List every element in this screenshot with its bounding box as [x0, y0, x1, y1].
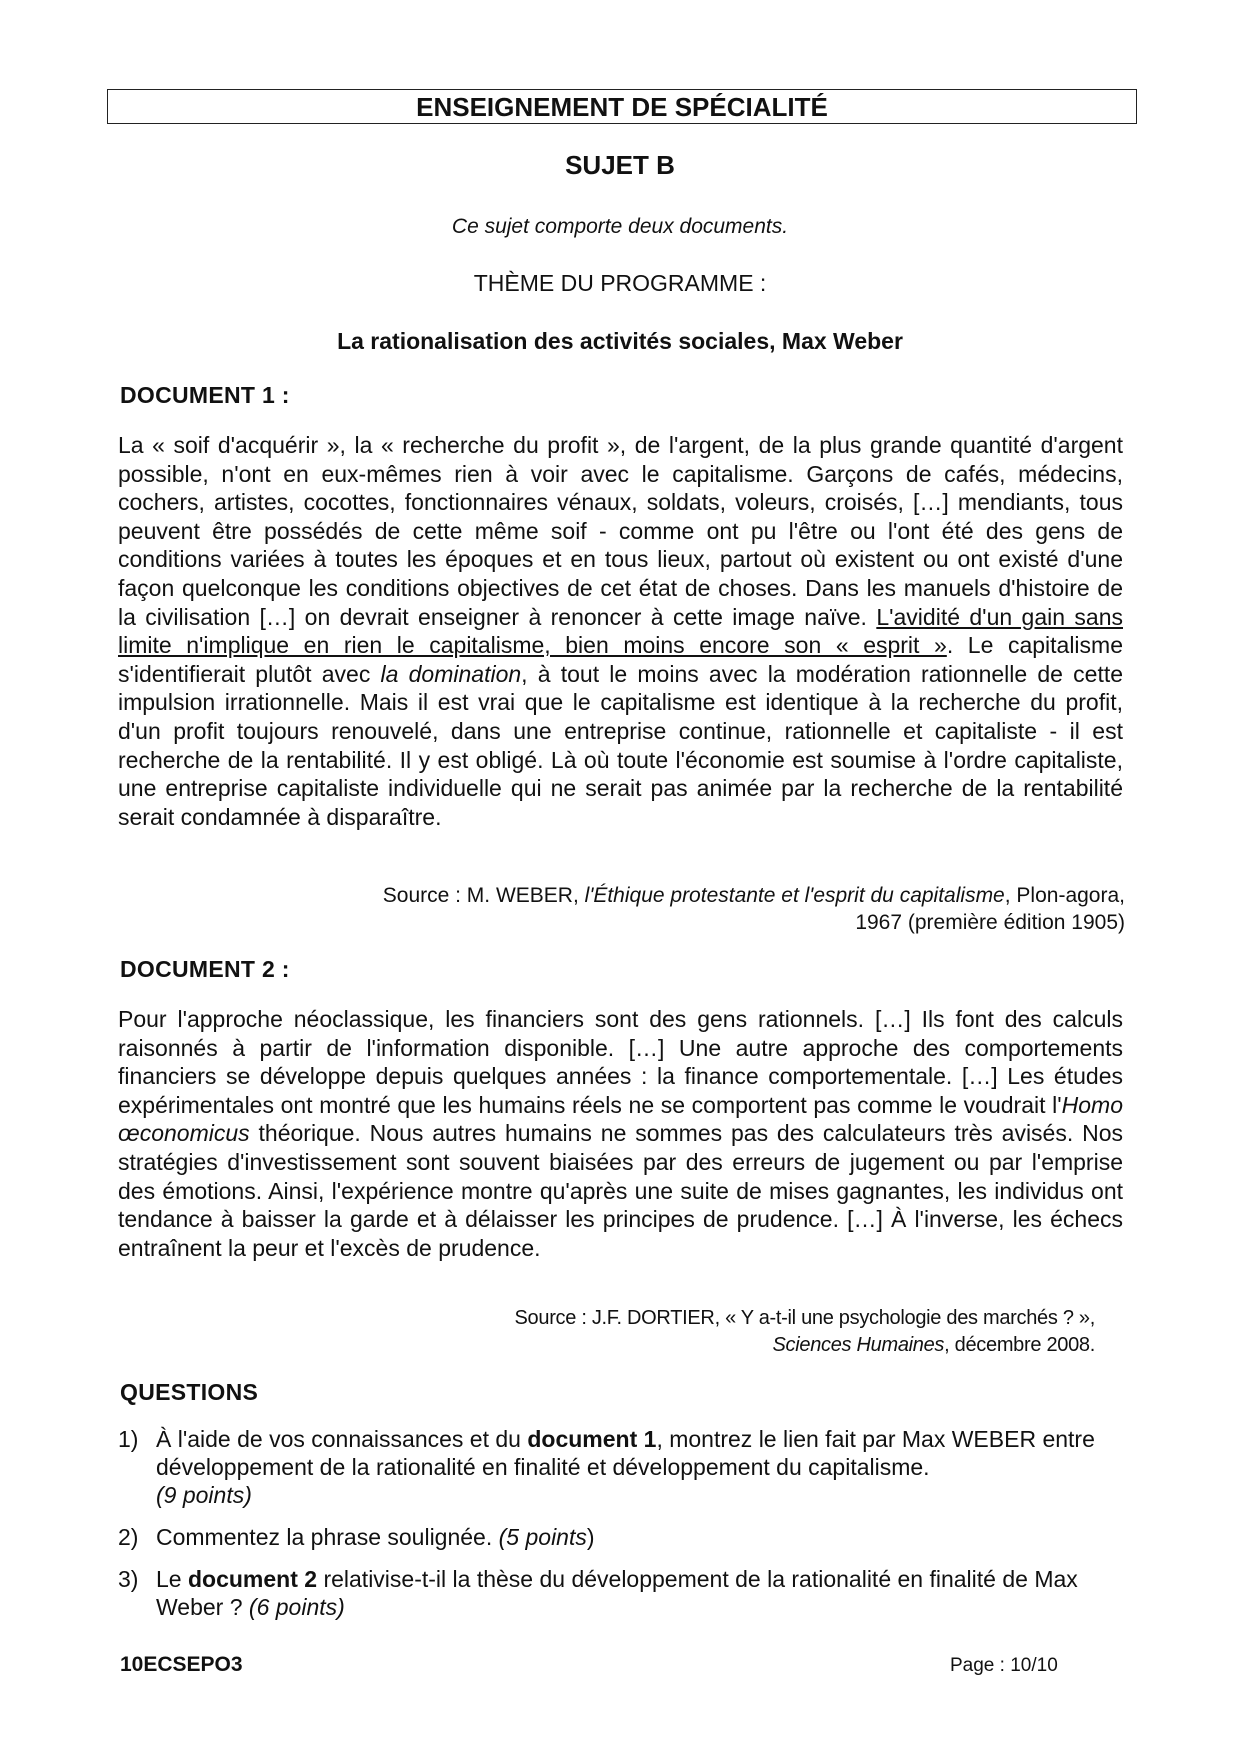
italic-term: Homo œconomicus: [118, 1091, 1123, 1147]
question-2: [118, 1523, 1128, 1551]
header-box: [107, 89, 1137, 124]
theme-title: La rationalisation des activités sociales, Max Weber: [337, 328, 903, 354]
question-1: [118, 1425, 1128, 1509]
question-points: (5 points: [498, 1524, 587, 1550]
document-2-source: [515, 1305, 1095, 1359]
question-text: ): [586, 1524, 595, 1550]
question-number: 1): [118, 1426, 139, 1452]
source-suffix: , Plon-agora,: [1004, 884, 1125, 907]
questions-list: [118, 1425, 1128, 1635]
document-1-text: [118, 431, 1123, 831]
question-text: À l'aide de vos connaissances et du: [156, 1426, 528, 1452]
question-number: 3): [118, 1566, 139, 1592]
question-points: (6 points): [248, 1594, 345, 1620]
subject-title: SUJET B: [565, 150, 675, 180]
question-text: relativise-t-il la thèse du développement de la rationalité en finalité de Max Weber ?: [156, 1566, 1078, 1620]
questions-heading: QUESTIONS: [120, 1379, 259, 1405]
italic-term: la domination: [380, 660, 522, 687]
document-1-text-part: , à tout le moins avec la modération rationnelle de cette impulsion irrationnelle. Mais il est vrai que le capitalisme est identique à la recherche du profit, d'un profit toujours renouvelé, dans une entreprise continue, rationnelle et capitaliste - il est recherche de la rentabilité. Il y est obligé. Là où toute l'économie est soumise à l'ordre capitaliste, une entreprise capitaliste individuelle qui ne serait pas animée par la recherche de la rentabilité serait condamnée à disparaître.: [118, 660, 1124, 830]
document-2-text-part: théorique. Nous autres humains ne sommes pas des calculateurs très avisés. Nos stratégies d'investissement sont souvent biaisées par des erreurs de jugement ou par l'emprise des émotions. Ainsi, l'expérience montre qu'après une suite de mises gagnantes, les individus ont tendance à baisser la garde et à délaisser les principes de prudence. […] À l'inverse, les échecs entraînent la peur et l'excès de prudence.: [118, 1120, 1123, 1261]
source-date: , décembre 2008.: [944, 1334, 1095, 1356]
source-journal: Sciences Humaines: [772, 1334, 945, 1356]
document-2-text: [118, 1005, 1123, 1262]
document-1-text-part: . Le capitalisme s'identifierait plutôt avec: [118, 632, 1123, 687]
question-number: 2): [118, 1524, 139, 1550]
document-2-text-part: Pour l'approche néoclassique, les financiers sont des gens rationnels. […] Ils font des calculs raisonnés à partir de l'information disponible. […] Une autre approche des comportements financiers se développe depuis quelques années : la finance comportementale. […] Les études expérimentales ont montré que les humains réels ne se comportent pas comme le voudrait l': [118, 1006, 1123, 1118]
question-3: [118, 1565, 1128, 1621]
document-1-heading: DOCUMENT 1 :: [120, 382, 290, 408]
question-bold: document 2: [187, 1566, 318, 1592]
document-2-heading: DOCUMENT 2 :: [120, 956, 290, 982]
question-text: Le: [156, 1566, 188, 1592]
question-points: (9 points): [156, 1482, 252, 1508]
theme-label: THÈME DU PROGRAMME :: [473, 270, 767, 296]
question-text: Commentez la phrase soulignée.: [156, 1524, 499, 1550]
intro-text: Ce sujet comporte deux documents.: [451, 215, 789, 238]
source-line-1: Source : J.F. DORTIER, « Y a-t-il une psychologie des marchés ? »,: [514, 1307, 1095, 1329]
source-title: l'Éthique protestante et l'esprit du capitalisme: [584, 884, 1005, 907]
document-1-text-part: La « soif d'acquérir », la « recherche du profit », de l'argent, de la plus grande quantité d'argent possible, n'ont en eux-mêmes rien à voir avec le capitalisme. Garçons de cafés, médecins, cochers, artistes, cocottes, fonctionnaires vénaux, soldats, voleurs, croisés, […] mendiants, tous peuvent être possédés de cette même soif - comme ont pu l'être ou l'ont été des gens de conditions variées à toutes les époques et en tous lieux, partout où existent ou ont existé d'une façon quelconque les conditions objectives de cet état de choses. Dans les manuels d'histoire de la civilisation […] on devrait enseigner à renoncer à cette image naïve.: [118, 432, 1123, 630]
question-text: , montrez le lien fait par Max WEBER entre développement de la rationalité en finalité et développement du capitalisme.: [156, 1426, 1095, 1480]
source-line-2: 1967 (première édition 1905): [855, 911, 1125, 934]
header-title: ENSEIGNEMENT DE SPÉCIALITÉ: [416, 92, 828, 122]
question-bold: document 1: [527, 1426, 657, 1452]
underlined-sentence: L'avidité d'un gain sans limite n'implique en rien le capitalisme, bien moins encore son « esprit »: [118, 603, 1123, 659]
footer-code: 10ECSEPO3: [120, 1653, 243, 1676]
footer-page-number: Page : 10/10: [950, 1655, 1058, 1676]
document-1-source: [383, 882, 1125, 936]
source-prefix: Source : M. WEBER,: [382, 884, 585, 907]
